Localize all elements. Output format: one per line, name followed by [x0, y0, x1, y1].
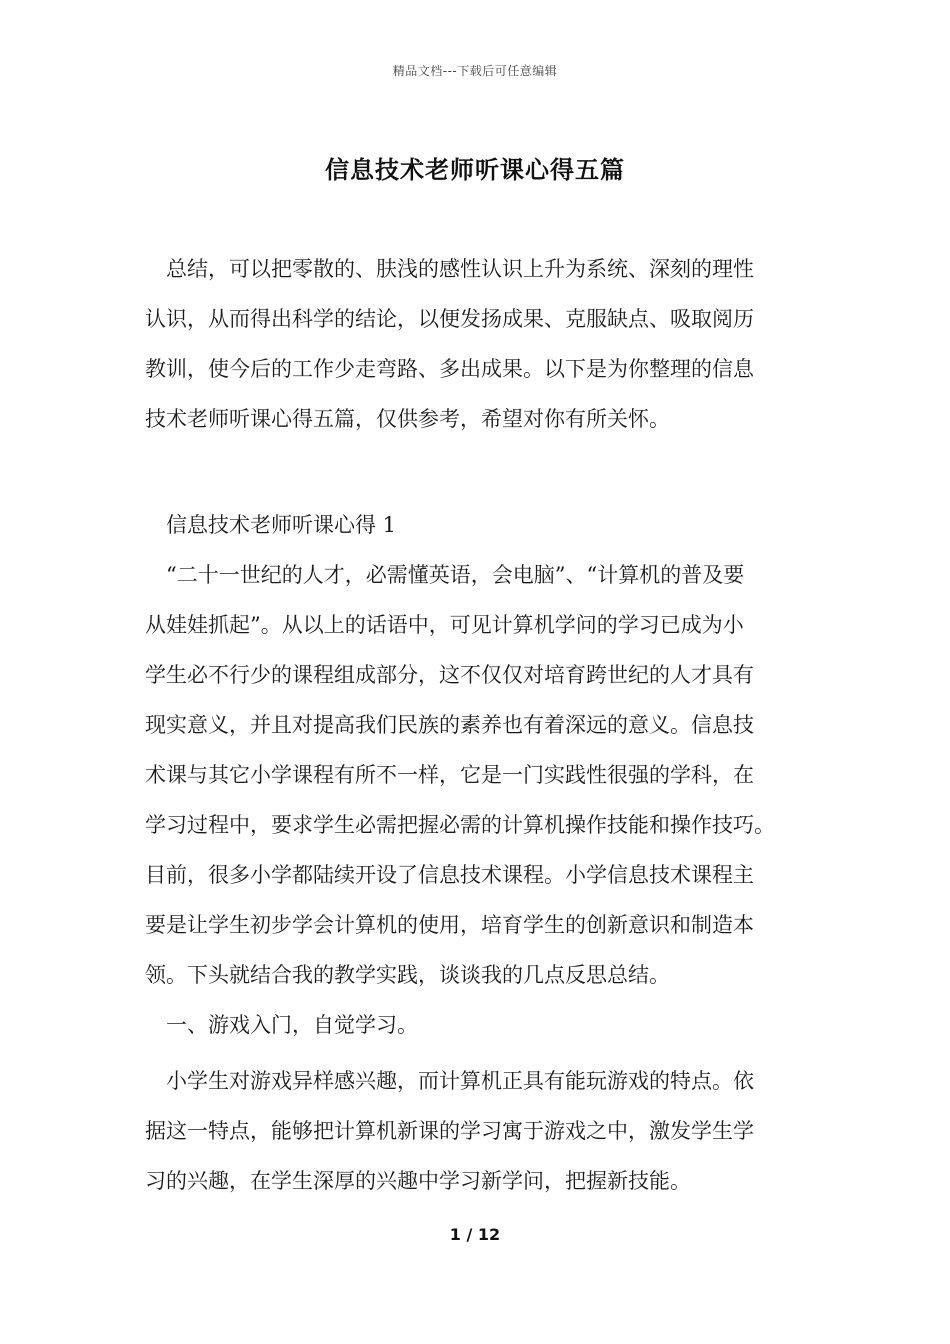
- section-paragraph: [145, 550, 817, 1000]
- paragraph-line: 学生必不行少的课程组成部分，这不仅仅对培育跨世纪的人才具有: [145, 663, 754, 687]
- paragraph-line: 学习过程中，要求学生必需把握必需的计算机操作技能和操作技巧。: [145, 813, 775, 837]
- document-title: 信息技术老师听课心得五篇: [325, 155, 625, 184]
- paragraph-line: 术课与其它小学课程有所不一样，它是一门实践性很强的学科，在: [145, 763, 754, 787]
- page-header-watermark: 精品文档---下载后可任意编辑: [392, 64, 558, 78]
- paragraph-line: 要是让学生初步学会计算机的使用，培育学生的创新意识和制造本: [145, 913, 754, 937]
- section-paragraph: [145, 1056, 817, 1206]
- paragraph-gap: [145, 444, 817, 500]
- paragraph-line: 小学生对游戏异样感兴趣，而计算机正具有能玩游戏的特点。依: [166, 1069, 754, 1093]
- intro-line: 技术老师听课心得五篇，仅供参考，希望对你有所关怀。: [145, 407, 670, 431]
- paragraph-line: 习的兴趣，在学生深厚的兴趣中学习新学问，把握新技能。: [145, 1169, 691, 1193]
- intro-paragraph: [145, 244, 817, 444]
- paragraph-line: 领。下头就结合我的教学实践，谈谈我的几点反思总结。: [145, 963, 670, 987]
- section-heading: 信息技术老师听课心得 1: [166, 513, 397, 537]
- page-number: 1 / 12: [449, 1225, 501, 1244]
- subsection-heading: 一、游戏入门，自觉学习。: [166, 1013, 418, 1037]
- document-body: [145, 244, 817, 1206]
- paragraph-line: 从娃娃抓起”。从以上的话语中，可见计算机学问的学习已成为小: [145, 613, 744, 637]
- paragraph-line: “二十一世纪的人才，必需懂英语，会电脑”、“计算机的普及要: [166, 563, 745, 587]
- paragraph-line: 据这一特点，能够把计算机新课的学习寓于游戏之中，激发学生学: [145, 1119, 754, 1143]
- intro-line: 认识，从而得出科学的结论，以便发扬成果、克服缺点、吸取阅历: [145, 307, 754, 331]
- intro-line: 教训，使今后的工作少走弯路、多出成果。以下是为你整理的信息: [145, 357, 754, 381]
- intro-line: 总结，可以把零散的、肤浅的感性认识上升为系统、深刻的理性: [166, 257, 754, 281]
- paragraph-line: 现实意义，并且对提高我们民族的素养也有着深远的意义。信息技: [145, 713, 754, 737]
- paragraph-line: 目前，很多小学都陆续开设了信息技术课程。小学信息技术课程主: [145, 863, 754, 887]
